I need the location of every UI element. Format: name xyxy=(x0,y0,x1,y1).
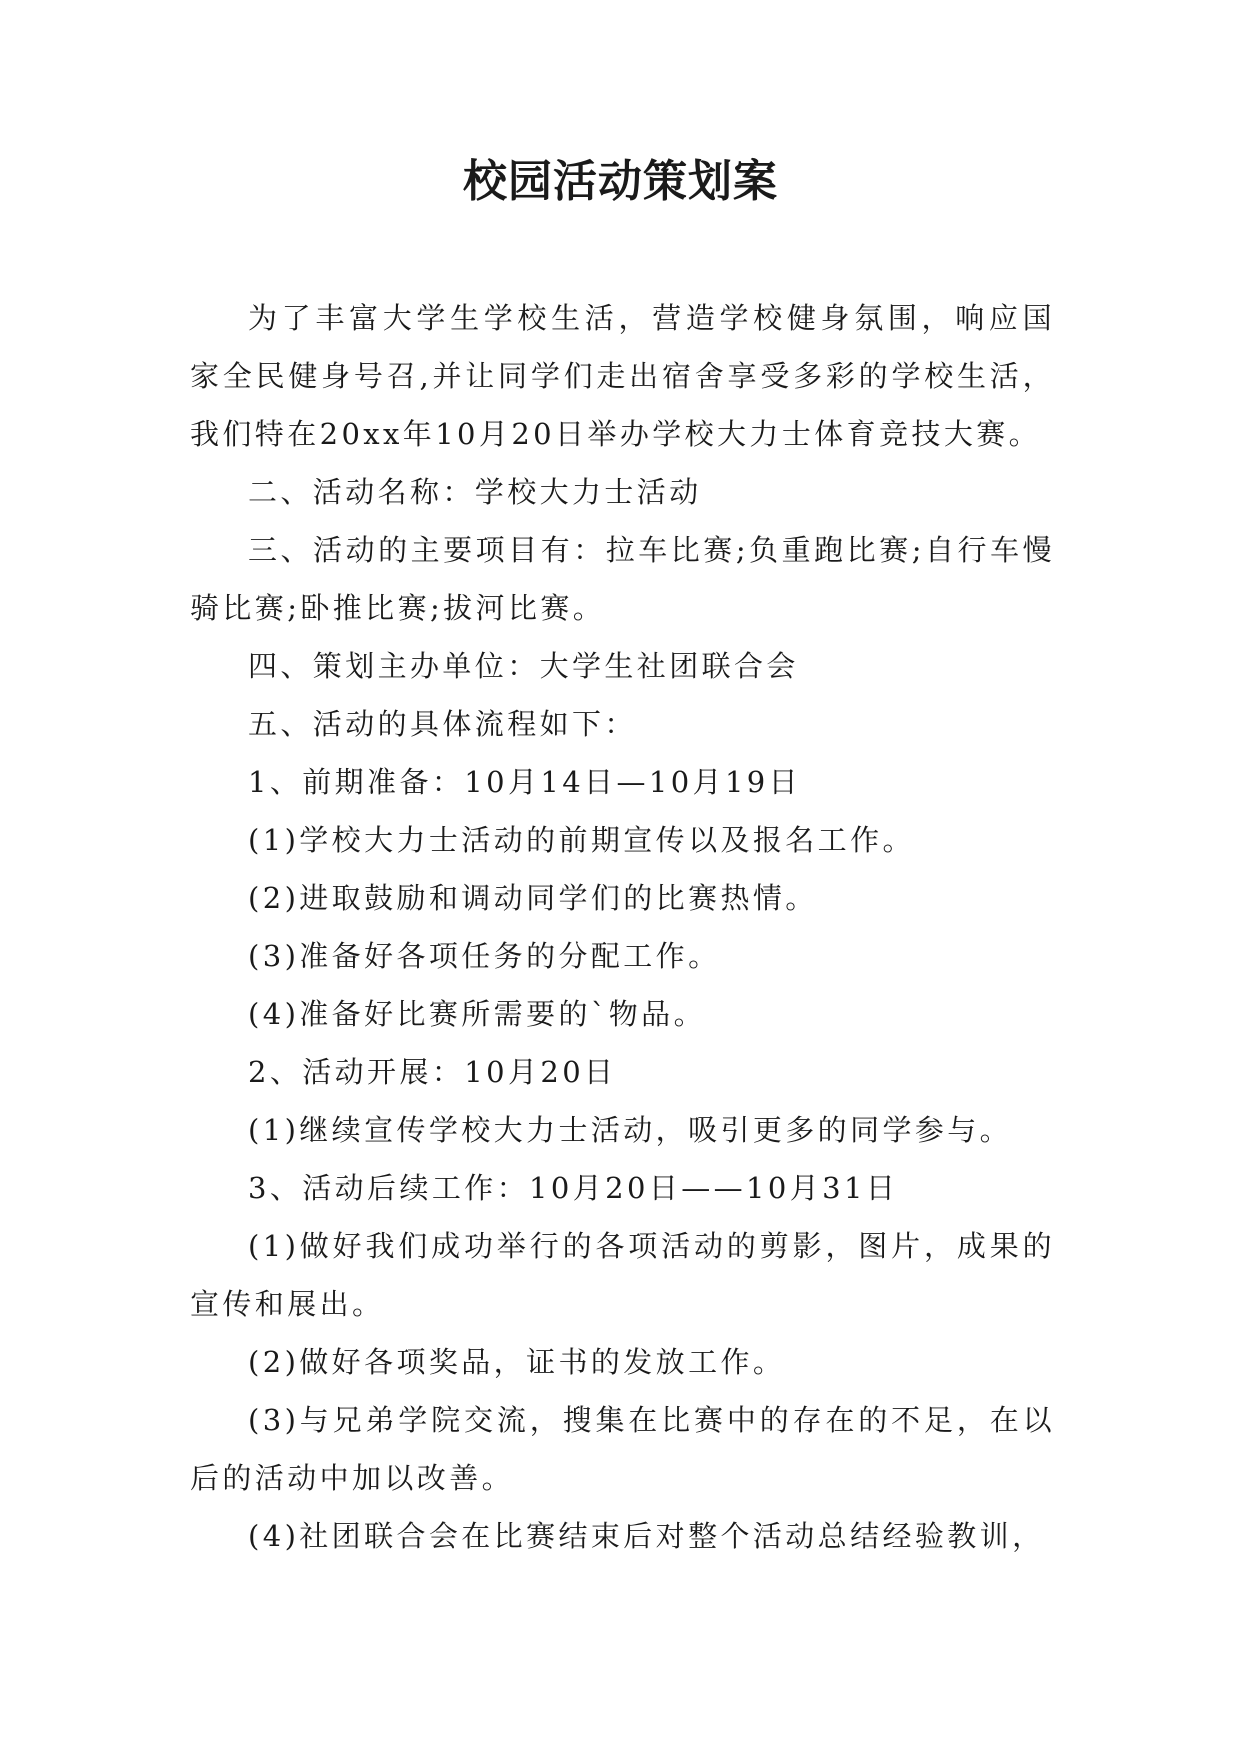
paragraph-preparation-item-3: (3)准备好各项任务的分配工作。 xyxy=(248,939,721,973)
paragraph-follow-up-item-3: (3)与兄弟学院交流，搜集在比赛中的存在的不足，在以后的活动中加以改善。 xyxy=(190,1403,1055,1495)
paragraph-activity-name: 二、活动名称：学校大力士活动 xyxy=(248,475,702,509)
paragraph-follow-up: 3、活动后续工作：10月20日——10月31日 xyxy=(248,1171,899,1205)
paragraph-activity-launch: 2、活动开展：10月20日 xyxy=(248,1055,617,1089)
document-body xyxy=(190,289,1055,1565)
paragraph-preparation-item-1: (1)学校大力士活动的前期宣传以及报名工作。 xyxy=(248,823,915,857)
paragraph-launch-item-1: (1)继续宣传学校大力士活动，吸引更多的同学参与。 xyxy=(248,1113,1013,1147)
document-title: 校园活动策划案 xyxy=(463,156,778,207)
paragraph-main-events: 三、活动的主要项目有：拉车比赛;负重跑比赛;自行车慢骑比赛;卧推比赛;拔河比赛。 xyxy=(190,533,1055,625)
paragraph-follow-up-item-2: (2)做好各项奖品，证书的发放工作。 xyxy=(248,1345,786,1379)
paragraph-preparation-item-2: (2)进取鼓励和调动同学们的比赛热情。 xyxy=(248,881,818,915)
paragraph-preparation-item-4: (4)准备好比赛所需要的`物品。 xyxy=(248,997,706,1031)
paragraph-preparation: 1、前期准备：10月14日—10月19日 xyxy=(248,765,802,799)
paragraph-follow-up-item-4: (4)社团联合会在比赛结束后对整个活动总结经验教训， xyxy=(248,1519,1045,1553)
paragraph-follow-up-item-1: (1)做好我们成功举行的各项活动的剪影，图片，成果的宣传和展出。 xyxy=(190,1229,1055,1321)
paragraph-intro: 为了丰富大学生学校生活，营造学校健身氛围，响应国家全民健身号召,并让同学们走出宿舍享受多彩的学校生活，我们特在20xx年10月20日举办学校大力士体育竞技大赛。 xyxy=(190,301,1055,451)
paragraph-process-heading: 五、活动的具体流程如下： xyxy=(248,707,637,741)
paragraph-organizer: 四、策划主办单位：大学生社团联合会 xyxy=(248,649,799,683)
